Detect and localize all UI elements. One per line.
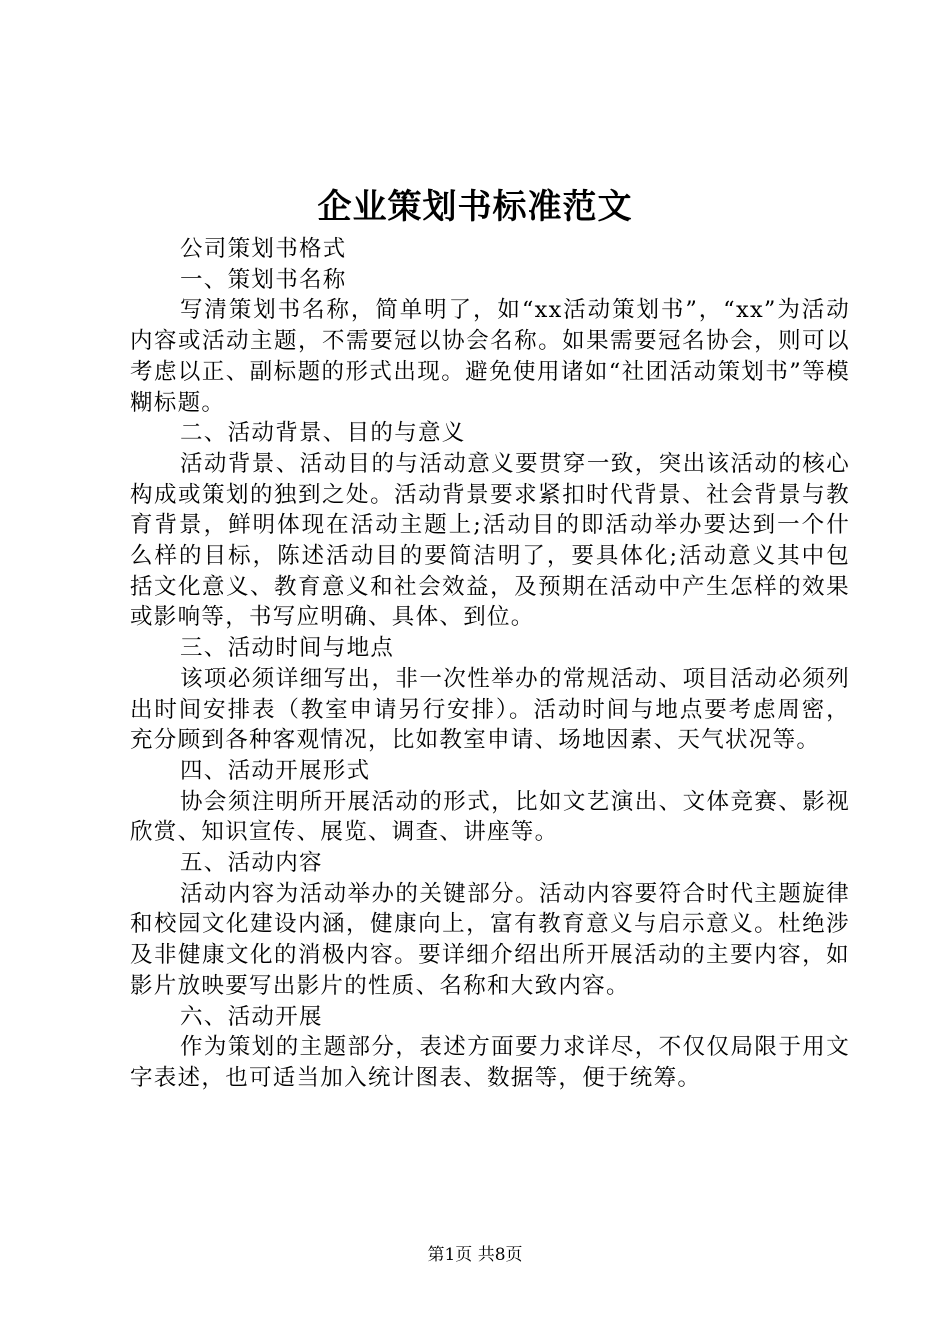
- section-heading-name: 一、策划书名称: [180, 266, 347, 293]
- paragraph-background: 活动背景、活动目的与活动意义要贯穿一致，突出该活动的核心构成或策划的独到之处。活动背景要求紧扣时代背景、社会背景与教育背景，鲜明体现在活动主题上;活动目的即活动举办要达到一个什么样的目标，陈述活动目的要简洁明了，要具体化;活动意义其中包括文化意义、教育意义和社会效益，及预期在活动中产生怎样的效果或影响等，书写应明确、具体、到位。: [130, 450, 850, 631]
- section-heading-background: 二、活动背景、目的与意义: [180, 420, 466, 447]
- paragraph-execution: 作为策划的主题部分，表述方面要力求详尽，不仅仅局限于用文字表述，也可适当加入统计图表、数据等，便于统筹。: [130, 1034, 850, 1091]
- paragraph-content: 活动内容为活动举办的关键部分。活动内容要符合时代主题旋律和校园文化建设内涵，健康向上，富有教育意义与启示意义。杜绝涉及非健康文化的消极内容。要详细介绍出所开展活动的主要内容，如影片放映要写出影片的性质、名称和大致内容。: [130, 880, 850, 999]
- section-heading-form: 四、活动开展形式: [180, 757, 371, 784]
- section-heading-time-place: 三、活动时间与地点: [180, 635, 395, 662]
- page-number-footer: 第1页 共8页: [427, 1245, 523, 1265]
- document-body: [130, 234, 850, 1094]
- section-heading-content: 五、活动内容: [180, 850, 323, 877]
- paragraph-time-place: 该项必须详细写出，非一次性举办的常规活动、项目活动必须列出时间安排表（教室申请另行安排）。活动时间与地点要考虑周密，充分顾到各种客观情况，比如教室申请、场地因素、天气状况等。: [130, 665, 850, 754]
- section-heading-execution: 六、活动开展: [180, 1003, 323, 1030]
- paragraph-name: 写清策划书名称，简单明了，如“xx活动策划书”，“xx”为活动内容或活动主题，不需要冠以协会名称。如果需要冠名协会，则可以考虑以正、副标题的形式出现。避免使用诸如“社团活动策划书”等模糊标题。: [130, 297, 850, 416]
- section-heading-format: 公司策划书格式: [180, 236, 347, 262]
- paragraph-form: 协会须注明所开展活动的形式，比如文艺演出、文体竞赛、影视欣赏、知识宣传、展览、调查、讲座等。: [130, 788, 850, 846]
- document-title: 企业策划书标准范文: [317, 187, 633, 227]
